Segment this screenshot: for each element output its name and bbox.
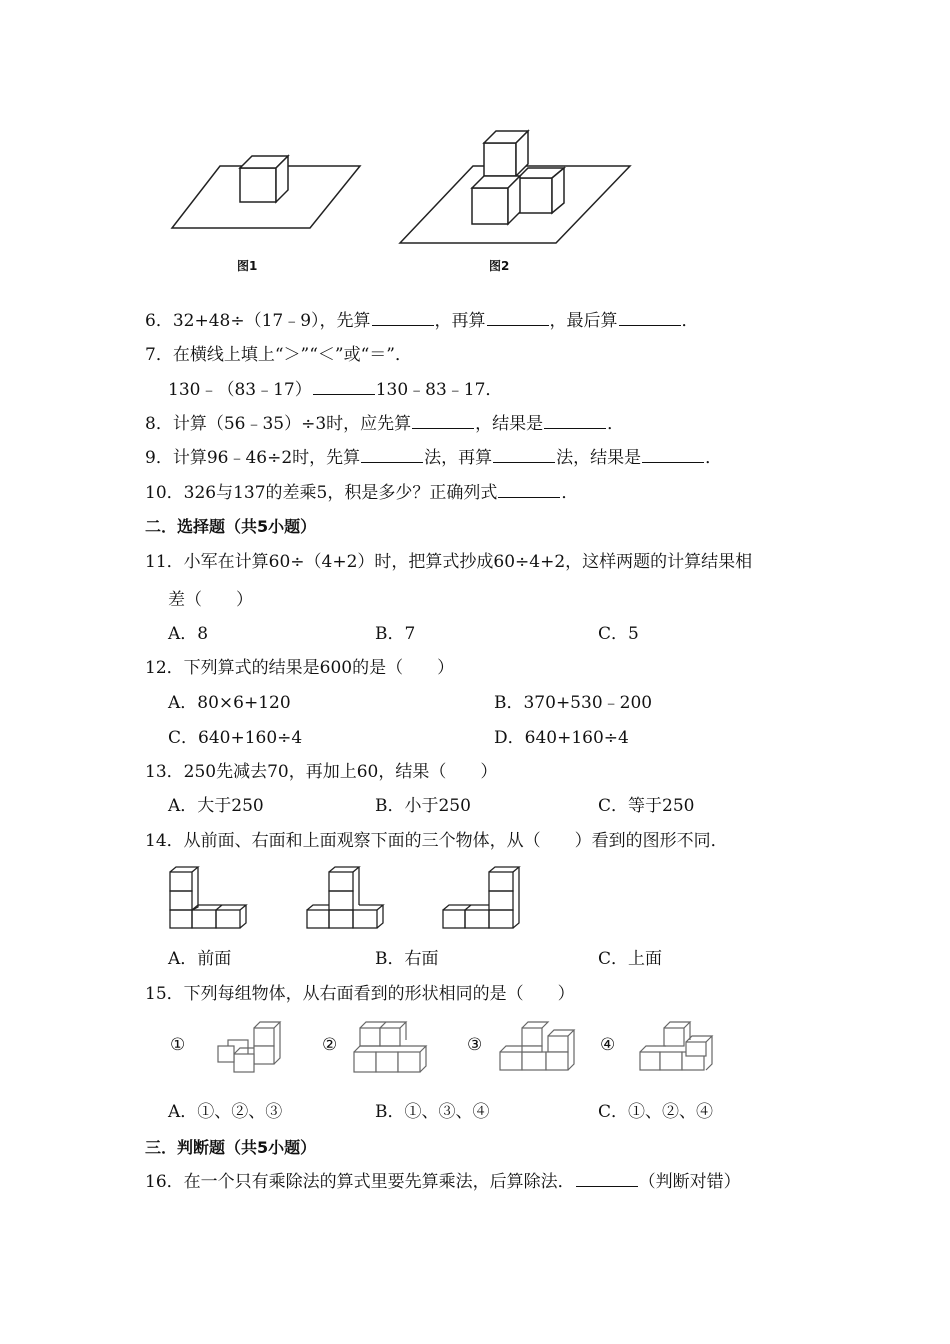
group-label-2: ② [322, 1035, 338, 1055]
q15-group-2-figure [350, 1018, 430, 1076]
option-b[interactable]: B．7 [375, 624, 416, 644]
option-c[interactable]: C．等于250 [598, 796, 695, 816]
question-text: 法，结果是 [556, 448, 642, 468]
question-16 [145, 1170, 741, 1194]
question-number: 14． [145, 831, 184, 851]
question-text: 计算（56﹣35）÷3时，应先算 [172, 414, 412, 434]
question-12 [145, 656, 454, 680]
option-a[interactable]: A．大于250 [168, 796, 264, 816]
q15-group-1-figure [214, 1018, 286, 1076]
punctuation: ． [705, 448, 723, 468]
question-text: 在一个只有乘除法的算式里要先算乘法，后算除法． [183, 1172, 575, 1192]
question-text: 下列算式的结果是600的是（ ） [183, 658, 455, 678]
question-text: 326与137的差乘5，积是多少？正确列式 [183, 483, 498, 503]
answer-blank[interactable] [412, 412, 474, 429]
q15-group-3-figure [494, 1018, 578, 1076]
question-number: 10． [145, 483, 184, 503]
question-14 [145, 829, 728, 853]
group-label-3: ③ [467, 1035, 483, 1055]
punctuation: ． [681, 311, 699, 331]
q14-object-3 [439, 864, 521, 930]
option-b[interactable]: B．370+530﹣200 [494, 693, 653, 713]
left-expression: 130﹣（83﹣17） [168, 380, 312, 400]
question-11-continued: 差（ ） [168, 590, 253, 610]
question-text: 下列每组物体，从右面看到的形状相同的是（ ） [183, 984, 575, 1004]
option-b[interactable]: B．①、③、④ [375, 1102, 490, 1122]
option-d[interactable]: D．640+160÷4 [494, 728, 629, 748]
option-a[interactable]: A．80×6+120 [168, 693, 291, 713]
section-heading-choice: 二．选择题（共5小题） [145, 517, 317, 536]
option-c[interactable]: C．①、②、④ [598, 1102, 714, 1122]
group-label-1: ① [170, 1035, 186, 1055]
option-b[interactable]: B．小于250 [375, 796, 471, 816]
option-a[interactable]: A．前面 [168, 949, 232, 969]
question-13 [145, 760, 497, 784]
group-label-4: ④ [600, 1035, 616, 1055]
q14-object-2 [303, 864, 385, 930]
option-a[interactable]: A．①、②、③ [168, 1102, 283, 1122]
option-c[interactable]: C．上面 [598, 949, 663, 969]
answer-blank[interactable] [313, 378, 375, 395]
question-number: 6． [145, 311, 173, 331]
answer-blank[interactable] [493, 446, 555, 463]
question-text: 32+48÷（17﹣9），先算 [172, 311, 371, 331]
question-text: ，结果是 [475, 414, 544, 434]
answer-blank[interactable] [619, 309, 681, 326]
question-number: 12． [145, 658, 184, 678]
right-expression: 130﹣83﹣17． [375, 380, 503, 400]
question-number: 11． [145, 552, 184, 572]
question-number: 13． [145, 762, 184, 782]
question-text: 计算96﹣46÷2时，先算 [172, 448, 361, 468]
question-7-comparison [168, 378, 502, 402]
question-text: 法，再算 [424, 448, 493, 468]
q15-group-4-figure [636, 1018, 716, 1076]
figure-1-caption: 图1 [237, 259, 258, 273]
punctuation: ． [561, 483, 579, 503]
question-number: 8． [145, 414, 173, 434]
question-number: 16． [145, 1172, 184, 1192]
question-number: 9． [145, 448, 173, 468]
option-c[interactable]: C．640+160÷4 [168, 728, 303, 748]
question-10 [145, 481, 578, 505]
answer-blank[interactable] [372, 309, 434, 326]
option-c[interactable]: C．5 [598, 624, 639, 644]
question-8 [145, 412, 624, 436]
question-15 [145, 982, 575, 1006]
question-number: 15． [145, 984, 184, 1004]
question-11 [145, 550, 752, 574]
punctuation: ． [607, 414, 625, 434]
option-b[interactable]: B．右面 [375, 949, 439, 969]
question-7 [145, 343, 412, 367]
figure-2-caption: 图2 [489, 259, 510, 273]
question-text: 从前面、右面和上面观察下面的三个物体，从（ ）看到的图形不同． [183, 831, 728, 851]
answer-blank[interactable] [487, 309, 549, 326]
answer-blank[interactable] [642, 446, 704, 463]
question-6 [145, 309, 699, 333]
figure-2-cubes-on-plane [398, 128, 633, 246]
question-9 [145, 446, 722, 470]
answer-blank[interactable] [361, 446, 423, 463]
question-text: ，再算 [434, 311, 486, 331]
answer-blank[interactable] [576, 1170, 638, 1187]
question-text: 在横线上填上“＞”“＜”或“＝”． [172, 345, 412, 365]
question-text: （判断对错） [638, 1172, 741, 1192]
q14-object-1 [166, 864, 248, 930]
option-a[interactable]: A．8 [168, 624, 209, 644]
question-text: 250先减去70，再加上60，结果（ ） [183, 762, 498, 782]
section-heading-judgement: 三．判断题（共5小题） [145, 1138, 317, 1157]
question-number: 7． [145, 345, 173, 365]
question-text: ，最后算 [549, 311, 618, 331]
figure-1-cube-on-plane [160, 150, 360, 235]
answer-blank[interactable] [544, 412, 606, 429]
question-text: 小军在计算60÷（4+2）时，把算式抄成60÷4+2，这样两题的计算结果相 [183, 552, 753, 572]
answer-blank[interactable] [498, 481, 560, 498]
